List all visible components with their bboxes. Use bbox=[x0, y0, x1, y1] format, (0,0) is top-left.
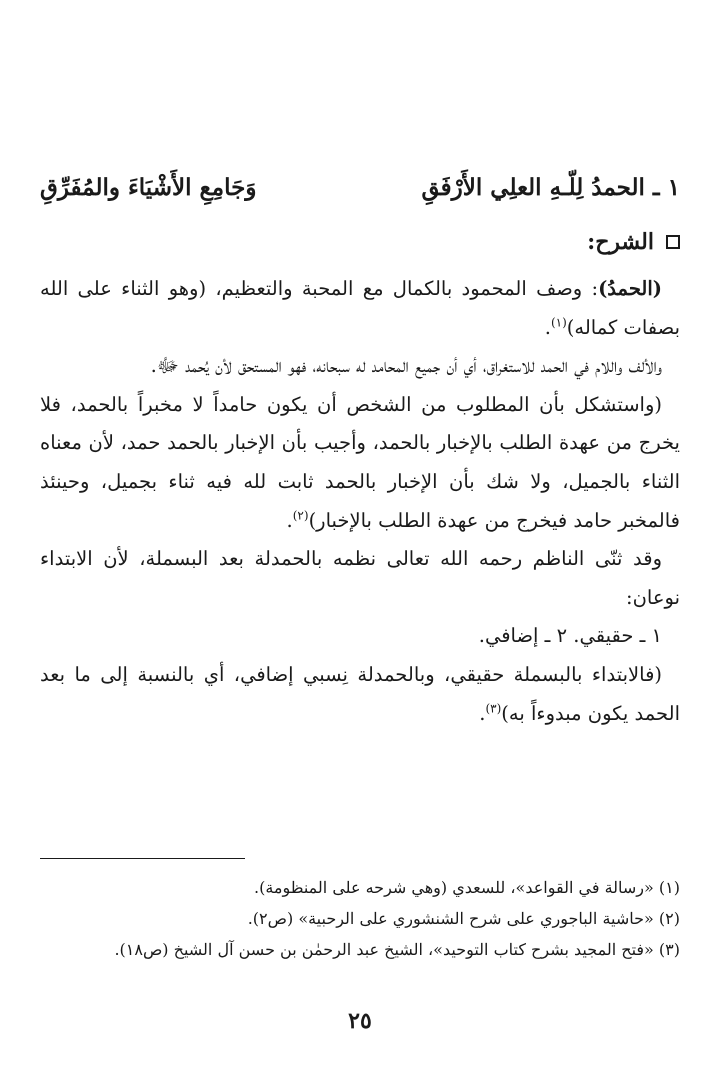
section-heading-text: الشرح: bbox=[587, 229, 654, 255]
section-heading bbox=[587, 222, 680, 262]
footnote-3: (٣) «فتح المجيد بشرح كتاب التوحيد»، الشيخ عبد الرحمٰن بن حسن آل الشيخ (ص١٨). bbox=[114, 940, 680, 959]
poem-verse bbox=[40, 168, 680, 208]
paragraph-definition: (الحمدُ): وصف المحمود بالكمال مع المحبة والتعظيم، (وهو الثناء على الله بصفات كماله)$^{(١)}$. bbox=[40, 277, 680, 339]
footnote-2: (٢) «حاشية الباجوري على شرح الشنشوري على الرحبية» (ص٢). bbox=[247, 909, 680, 928]
definition-text: : وصف المحمود بالكمال مع المحبة والتعظيم، (وهو الثناء على الله بصفات كماله) bbox=[40, 277, 680, 339]
poem-first-hemistich: ١ ـ الحمدُ لِلّـهِ العلِي الأَرْفَقِ bbox=[421, 174, 680, 201]
objection-text: (واستشكل بأن المطلوب من الشخص أن يكون حامداً لا مخبراً بالحمد، فلا يخرج من عهدة الطلب بالإخبار بالحمد، وأجيب بأن الإخبار بالحمد حمد، لأن معناه الثناء بالجميل، ولا شك بأن الإخبار بالحمد ثابت لله فيه ثناء بجميل، وحينئذ فالمخبر حامد فيخرج من عهدة الطلب بالإخبار) bbox=[40, 392, 680, 532]
footnote-ref-2: (٢) bbox=[292, 508, 309, 523]
commentary-body bbox=[40, 270, 680, 733]
paragraph-objection: (واستشكل بأن المطلوب من الشخص أن يكون حامداً لا مخبراً بالحمد، فلا يخرج من عهدة الطلب بالإخبار بالحمد، وأجيب بأن الإخبار بالحمد حمد، لأن معناه الثناء بالجميل، ولا شك بأن الإخبار بالحمد ثابت لله فيه ثناء بجميل، وحينئذ فالمخبر حامد فيخرج من عهدة الطلب بالإخبار)$^{(٢)}$. bbox=[40, 392, 680, 532]
paragraph-istighraq: والألف واللام في الحمد للاستغراق، أي أن جميع المحامد له سبحانه، فهو المستحق لأن يُحمد ﷻ. bbox=[150, 354, 662, 378]
page-number: ٢٥ bbox=[348, 1008, 372, 1034]
paragraph-ibtida: (فالابتداء بالبسملة حقيقي، وبالحمدلة نِسبي إضافي، أي بالنسبة إلى ما بعد الحمد يكون مبدوءاً به)$^{(٣)}$. bbox=[40, 662, 680, 725]
paragraph-hamdala: وقد ثنّى الناظم رحمه الله تعالى نظمه بالحمدلة بعد البسملة، لأن الابتداء نوعان: bbox=[40, 547, 680, 609]
footnote-ref-1: (١) bbox=[550, 315, 567, 330]
footnote-1: (١) «رسالة في القواعد»، للسعدي (وهي شرحه على المنظومة). bbox=[253, 878, 680, 897]
book-page bbox=[40, 0, 680, 1086]
ibtida-text: (فالابتداء بالبسملة حقيقي، وبالحمدلة نِسبي إضافي، أي بالنسبة إلى ما بعد الحمد يكون مبدوءاً به) bbox=[40, 662, 680, 725]
footnotes bbox=[40, 872, 680, 965]
footnote-ref-3: (٣) bbox=[485, 701, 502, 716]
footnote-separator bbox=[40, 858, 245, 859]
defined-term: (الحمدُ) bbox=[598, 277, 662, 300]
list-types: ١ ـ حقيقي. ٢ ـ إضافي. bbox=[478, 624, 662, 648]
square-bullet-icon bbox=[666, 235, 680, 249]
poem-second-hemistich: وَجَامِعِ الأَشْيَاءَ والمُفَرِّقِ bbox=[40, 174, 257, 201]
